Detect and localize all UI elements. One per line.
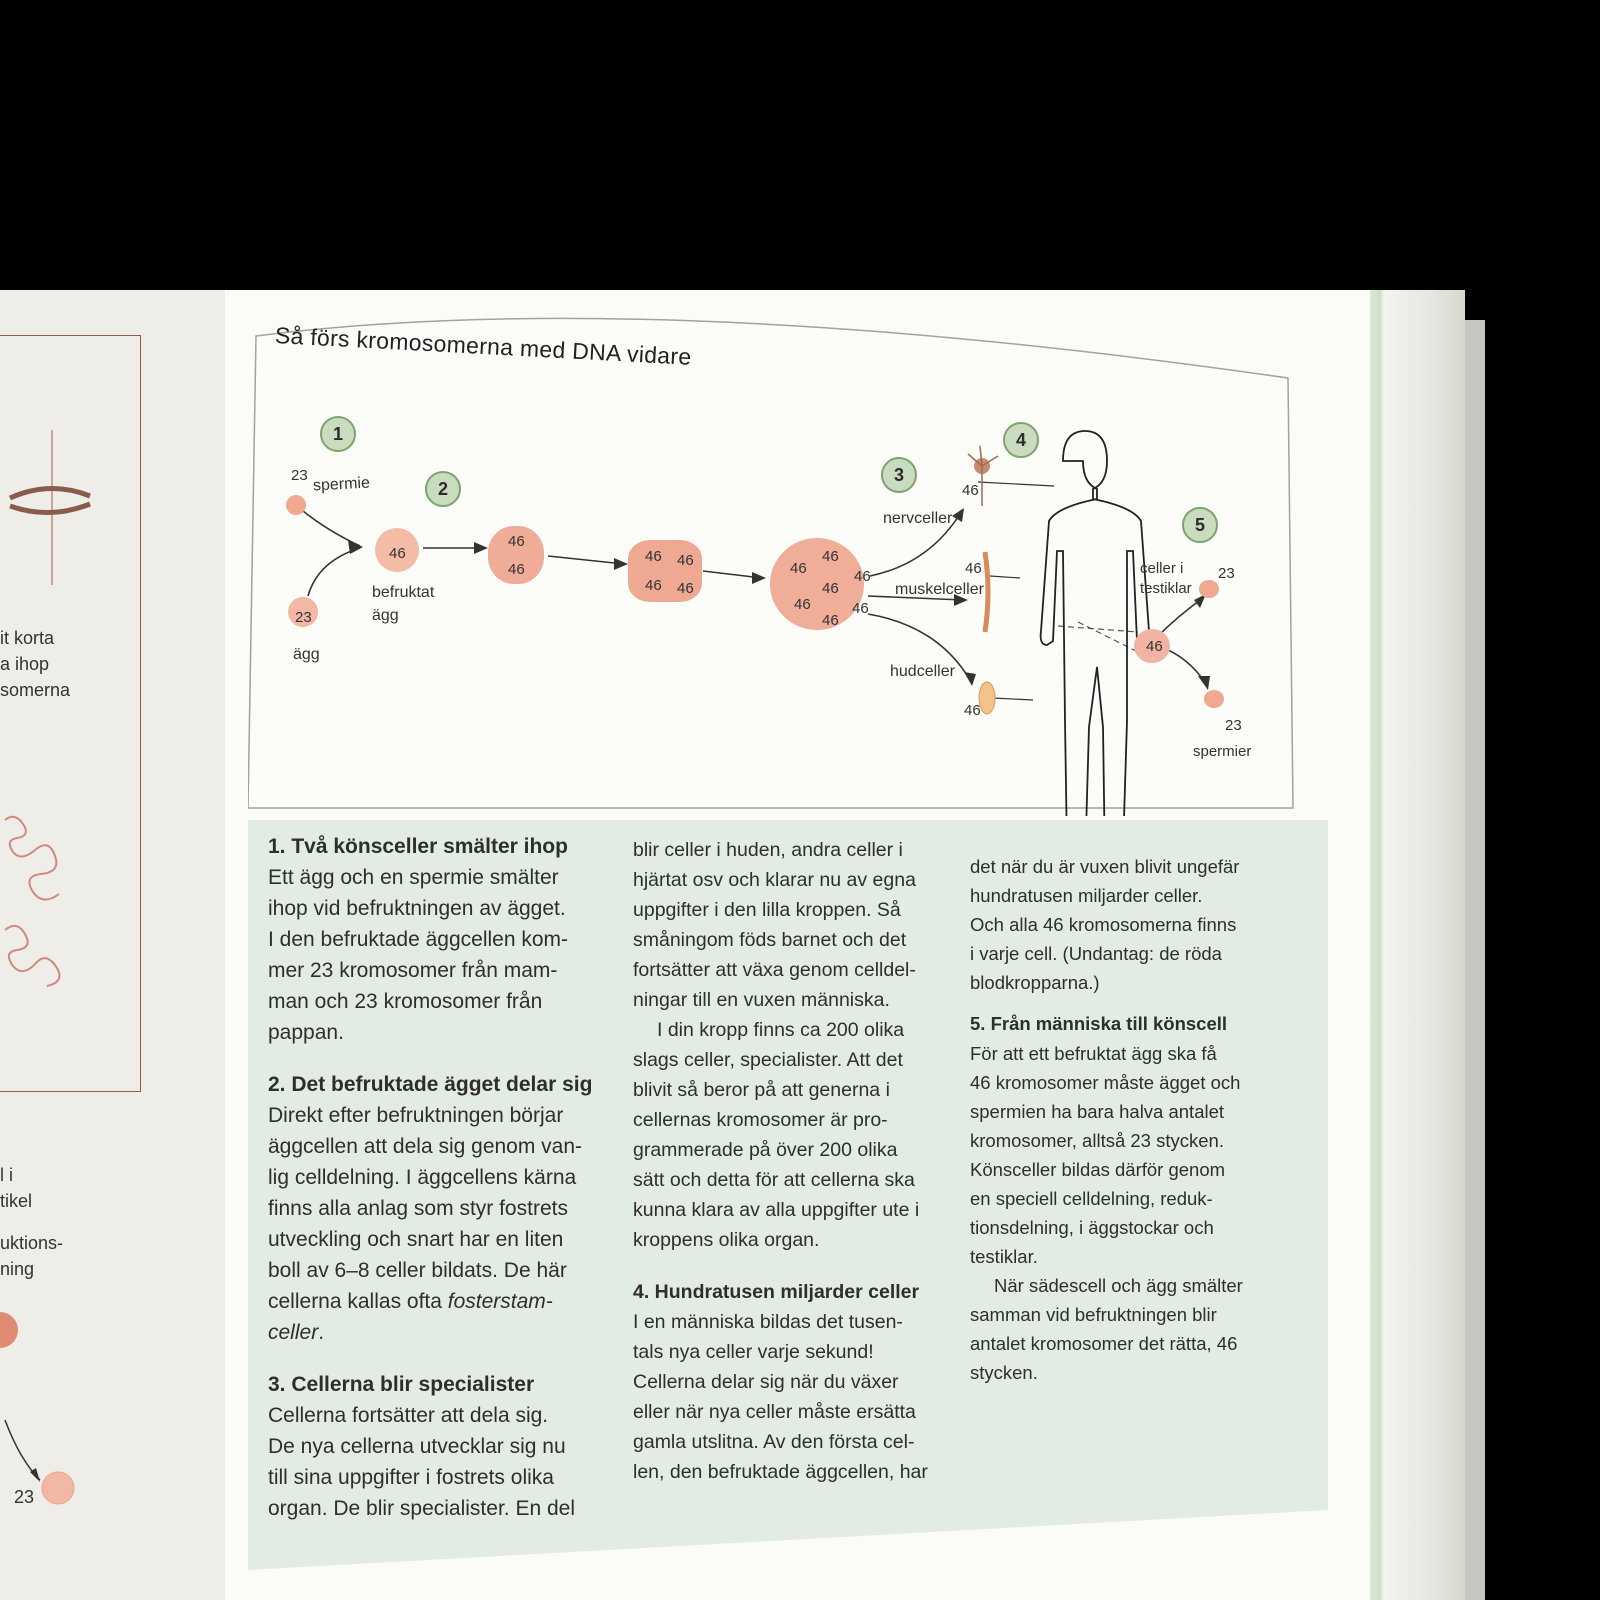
c3-line: hundratusen miljarder celler. bbox=[970, 885, 1203, 906]
column-3 bbox=[970, 852, 1270, 1387]
s5-line: 46 kromosomer måste ägget och bbox=[970, 1072, 1241, 1093]
book-cover-edge bbox=[1465, 320, 1485, 1600]
s5-line: spermien ha bara halva antalet bbox=[970, 1101, 1225, 1122]
count-sperm-out-2: 23 bbox=[1225, 717, 1242, 734]
s2-line: äggcellen att dela sig genom van- bbox=[268, 1135, 583, 1158]
s1-line: I den befruktade äggcellen kom- bbox=[268, 928, 569, 951]
s4-line: tals nya celler varje sekund! bbox=[633, 1341, 874, 1363]
count-fertilized: 46 bbox=[389, 545, 406, 562]
c2-line: blir celler i huden, andra celler i bbox=[633, 839, 903, 861]
step-badge-5: 5 bbox=[1182, 507, 1218, 543]
s5-para2-line: stycken. bbox=[970, 1362, 1038, 1383]
s3-line: De nya cellerna utvecklar sig nu bbox=[268, 1435, 566, 1458]
eight-cell-stage bbox=[770, 538, 864, 630]
sperm-out-1 bbox=[1199, 580, 1219, 598]
count-eight-cell-e: 46 bbox=[794, 596, 811, 613]
s2-line: lig celldelning. I äggcellens kärna bbox=[268, 1166, 577, 1189]
label-celler-i: celler i bbox=[1140, 560, 1184, 577]
count-testis: 46 bbox=[1146, 638, 1163, 655]
s2-line-celler: celler. bbox=[268, 1321, 325, 1344]
heading-4: 4. Hundratusen miljarder celler bbox=[633, 1281, 920, 1303]
count-two-cell-b: 46 bbox=[508, 561, 525, 578]
step-badge-4: 4 bbox=[1003, 422, 1039, 458]
label-befruktat-agg: ägg bbox=[372, 607, 399, 624]
chromatin-illustration bbox=[0, 810, 70, 990]
sperm-cell bbox=[286, 495, 306, 515]
c2-para2-line: kroppens olika organ. bbox=[633, 1229, 820, 1251]
s5-line: För att ett befruktat ägg ska få bbox=[970, 1043, 1217, 1064]
step-badge-3: 3 bbox=[881, 457, 917, 493]
sperm-out-2 bbox=[1204, 690, 1224, 708]
previous-page-text-a: it korta a ihop somerna bbox=[0, 628, 71, 700]
c2-para2-line: grammerade på över 200 olika bbox=[633, 1139, 898, 1161]
s4-line: len, den befruktade äggcellen, har bbox=[633, 1461, 928, 1483]
label-spermie: spermie bbox=[312, 474, 371, 495]
s2-line: finns alla anlag som styr fostrets bbox=[268, 1197, 568, 1220]
c3-line: Och alla 46 kromosomerna finns bbox=[970, 914, 1237, 935]
count-four-cell-c: 46 bbox=[645, 577, 662, 594]
s5-para2-line: När sädescell och ägg smälter bbox=[994, 1275, 1243, 1296]
s1-line: ihop vid befruktningen av ägget. bbox=[268, 897, 566, 920]
label-hudceller: hudceller bbox=[890, 663, 955, 680]
s5-line: tionsdelning, i äggstockar och bbox=[970, 1217, 1214, 1238]
count-eight-cell-f: 46 bbox=[852, 600, 869, 617]
count-muscle: 46 bbox=[965, 560, 982, 577]
count-eight-cell-a: 46 bbox=[822, 548, 839, 565]
figure-title: Så förs kromosomerna med DNA vidare bbox=[274, 322, 693, 370]
s4-line: eller när nya celler måste ersätta bbox=[633, 1401, 916, 1423]
label-muskelceller: muskelceller bbox=[895, 581, 984, 598]
s3-line: Cellerna fortsätter att dela sig. bbox=[268, 1404, 549, 1427]
c2-line: hjärtat osv och klarar nu av egna bbox=[633, 869, 916, 891]
count-four-cell-a: 46 bbox=[645, 548, 662, 565]
c2-line: fortsätter att växa genom celldel- bbox=[633, 959, 916, 981]
page-number: 23 bbox=[14, 1487, 35, 1507]
count-two-cell-a: 46 bbox=[508, 533, 525, 550]
step-badge-1: 1 bbox=[320, 416, 356, 452]
s2-line: boll av 6–8 celler bildats. De här bbox=[268, 1259, 567, 1282]
heading-1: 1. Två könsceller smälter ihop bbox=[268, 835, 568, 858]
count-sperm-out-1: 23 bbox=[1218, 565, 1235, 582]
s2-line: utveckling och snart har en liten bbox=[268, 1228, 564, 1251]
s4-line: I en människa bildas det tusen- bbox=[633, 1311, 903, 1333]
c2-para2-line: sätt och detta för att cellerna ska bbox=[633, 1169, 915, 1191]
label-testiklar: testiklar bbox=[1140, 580, 1192, 597]
c3-line: det när du är vuxen blivit ungefär bbox=[970, 856, 1240, 877]
s4-line: Cellerna delar sig när du växer bbox=[633, 1371, 899, 1393]
heading-3: 3. Cellerna blir specialister bbox=[268, 1373, 535, 1396]
count-eight-cell-g: 46 bbox=[822, 612, 839, 629]
column-2 bbox=[633, 835, 943, 1487]
s3-line: till sina uppgifter i fostrets olika bbox=[268, 1466, 554, 1489]
label-agg: ägg bbox=[293, 646, 320, 663]
count-eight-cell-d: 46 bbox=[822, 580, 839, 597]
s1-line: mer 23 kromosomer från mam- bbox=[268, 959, 558, 982]
book-edge bbox=[1370, 290, 1465, 1600]
s5-line: testiklar. bbox=[970, 1246, 1038, 1267]
count-sperm: 23 bbox=[291, 467, 308, 484]
c2-para2-line: kunna klara av alla uppgifter ute i bbox=[633, 1199, 920, 1221]
count-egg: 23 bbox=[295, 609, 312, 626]
c2-line: småningom föds barnet och det bbox=[633, 929, 907, 951]
heading-2: 2. Det befruktade ägget delar sig bbox=[268, 1073, 593, 1096]
c2-line: uppgifter i den lilla kroppen. Så bbox=[633, 899, 901, 921]
c2-para2-line: I din kropp finns ca 200 olika bbox=[657, 1019, 905, 1041]
c2-line: ningar till en vuxen människa. bbox=[633, 989, 890, 1011]
label-spermier: spermier bbox=[1193, 743, 1252, 760]
s2-line-fosterstam: cellerna kallas ofta fosterstam- bbox=[268, 1290, 553, 1313]
count-four-cell-b: 46 bbox=[677, 552, 694, 569]
s1-line: pappan. bbox=[268, 1021, 344, 1044]
label-nervceller: nervceller bbox=[883, 510, 953, 527]
c3-line: i varje cell. (Undantag: de röda bbox=[970, 943, 1222, 964]
s2-line: Direkt efter befruktningen börjar bbox=[268, 1104, 564, 1127]
s1-line: man och 23 kromosomer från bbox=[268, 990, 543, 1013]
s5-para2-line: samman vid befruktningen blir bbox=[970, 1304, 1217, 1325]
s4-line: gamla utslitna. Av den första cel- bbox=[633, 1431, 915, 1453]
c2-para2-line: blivit så beror på att generna i bbox=[633, 1079, 890, 1101]
s5-line: Könsceller bildas därför genom bbox=[970, 1159, 1226, 1180]
s5-line: en speciell celldelning, reduk- bbox=[970, 1188, 1213, 1209]
s3-line: organ. De blir specialister. En del bbox=[268, 1497, 575, 1520]
previous-page-text-b: l i tikel bbox=[0, 1165, 33, 1211]
c2-para2-line: slags celler, specialister. Att det bbox=[633, 1049, 903, 1071]
s1-line: Ett ägg och en spermie smälter bbox=[268, 866, 559, 889]
count-eight-cell-c: 46 bbox=[854, 568, 871, 585]
count-eight-cell-b: 46 bbox=[790, 560, 807, 577]
count-four-cell-d: 46 bbox=[677, 580, 694, 597]
c3-line: blodkropparna.) bbox=[970, 972, 1100, 993]
previous-page-text-c: uktions- ning bbox=[0, 1233, 64, 1279]
column-1 bbox=[268, 832, 598, 1524]
step-badge-2: 2 bbox=[425, 471, 461, 507]
s5-line: kromosomer, alltså 23 stycken. bbox=[970, 1130, 1224, 1151]
c2-para2-line: cellernas kromosomer är pro- bbox=[633, 1109, 888, 1131]
label-befruktat: befruktat bbox=[372, 584, 435, 601]
chromosome-illustration bbox=[0, 420, 110, 600]
s5-para2-line: antalet kromosomer det rätta, 46 bbox=[970, 1333, 1238, 1354]
count-nerve: 46 bbox=[962, 482, 979, 499]
count-skin: 46 bbox=[964, 702, 981, 719]
heading-5: 5. Från människa till könscell bbox=[970, 1013, 1228, 1034]
